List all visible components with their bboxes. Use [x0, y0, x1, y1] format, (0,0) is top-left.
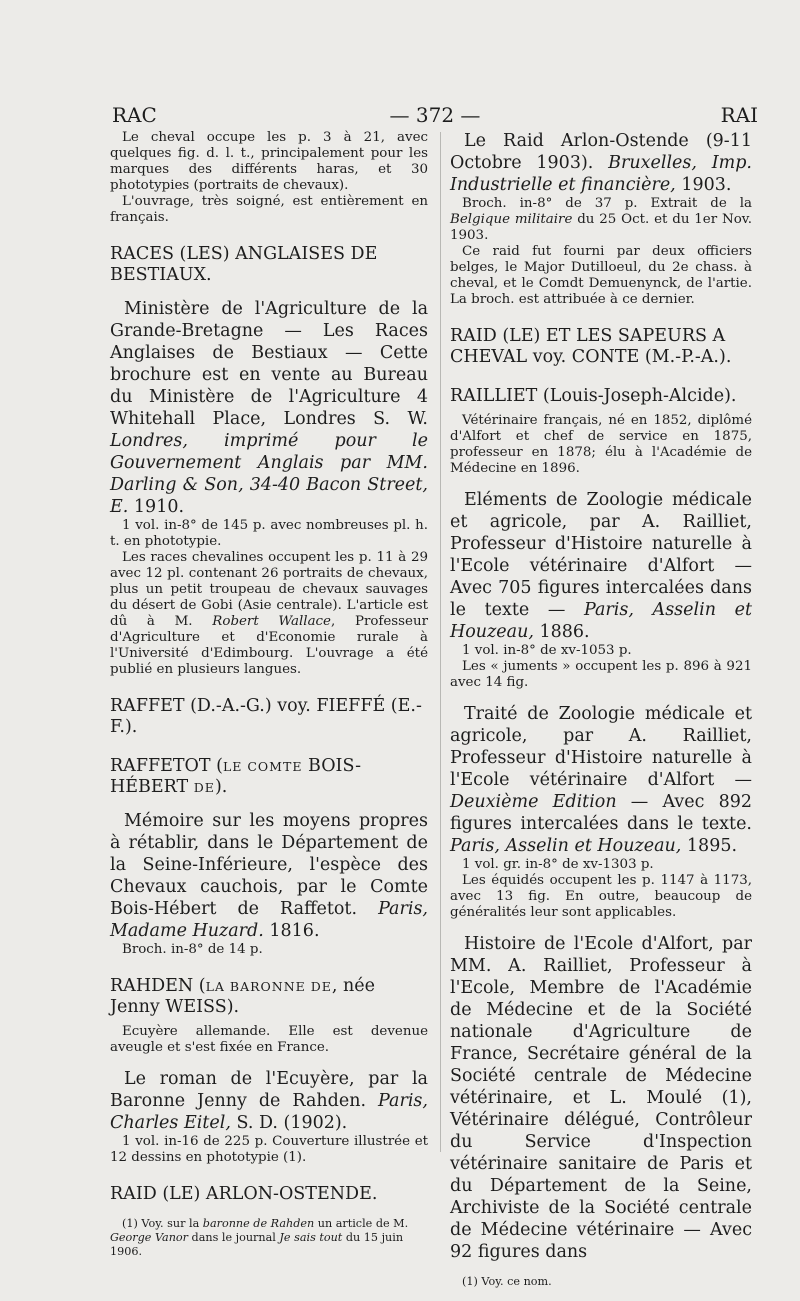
- entry-note: Ce raid fut fourni par deux officiers belges, le Major Dutilloeul, du 2e chass. à cheval, et le Comdt Demuenynck, de l'artie. La broch. est attribuée à ce dernier.: [450, 244, 752, 307]
- footnote: (1) Voy. sur la baronne de Rahden un article de M. George Vanor dans le journal Je sais tout du 15 juin 1906.: [110, 1217, 409, 1258]
- entry-note: Le cheval occupe les p. 3 à 21, avec quelques fig. d. l. t., principalement pour les marques des différents haras, et 30 phototypies (portraits de chevaux).: [110, 130, 428, 193]
- entry-note: 1 vol. gr. in-8° de xv-1303 p.: [462, 857, 654, 872]
- header-right: RAI: [720, 103, 758, 127]
- entry-note: 1 vol. in-8° de 145 p. avec nombreuses pl. h. t. en phototypie.: [110, 518, 428, 549]
- entry-heading-raffet: RAFFET (D.-A.-G.) voy. FIEFFÉ (E.-F.).: [110, 696, 422, 737]
- left-column: [110, 130, 428, 1259]
- header-left: RAC: [112, 103, 157, 127]
- entry-note: Les races chevalines occupent les p. 11 à 29 avec 12 pl. contenant 26 portraits de chevaux, plus un petit troupeau de chevaux sauvages du désert de Gobi (Asie centrale). L'article est dû à M. Robert Wallace, Professeur d'Agriculture et d'Economie rurale à l'Université d'Edimbourg. L'ouvrage a été publié en plusieurs langues.: [110, 550, 428, 677]
- entry-heading-raffetot: RAFFETOT (LE COMTE BOIS-HÉBERT DE).: [110, 756, 362, 797]
- entry-text-traite: Traité de Zoologie médicale et agricole, par A. Railliet, Professeur d'Histoire naturelle à l'Ecole vétérinaire d'Alfort — Deuxième Edition — Avec 892 figures intercalées dans le texte. Paris, Asselin et Houzeau, 1895.: [450, 704, 752, 856]
- entry-text-raffetot: Mémoire sur les moyens propres à rétablir, dans le Département de la Seine-Inférieure, l'espèce des Chevaux cauchois, par le Comte Bois-Hébert de Raffetot. Paris, Madame Huzard. 1816.: [110, 811, 428, 941]
- entry-heading-railliet: RAILLIET (Louis-Joseph-Alcide).: [450, 386, 737, 406]
- column-divider: [440, 132, 441, 1152]
- entry-text-histoire: Histoire de l'Ecole d'Alfort, par MM. A. Railliet, Professeur à l'Ecole, Membre de l'Académie de Médecine et de la Société nationale d'Agriculture de France, Secrétaire général de la Société centrale de Médecine vétérinaire, et L. Moulé (1), Vétérinaire délégué, Contrôleur du Service d'Inspection vétérinaire sanitaire de Paris et du Département de la Seine, Archiviste de la Société centrale de Médecine vétérinaire — Avec 92 figures dans: [450, 934, 752, 1262]
- entry-note: L'ouvrage, très soigné, est entièrement en français.: [110, 194, 428, 225]
- entry-note: 1 vol. in-16 de 225 p. Couverture illustrée et 12 dessins en phototypie (1).: [110, 1134, 428, 1165]
- entry-note: Les équidés occupent les p. 1147 à 1173, avec 13 fig. En outre, beaucoup de généralités leur sont applicables.: [450, 873, 752, 920]
- entry-text-roman: Le roman de l'Ecuyère, par la Baronne Jenny de Rahden. Paris, Charles Eitel, S. D. (1902).: [110, 1069, 428, 1133]
- entry-note: Broch. in-8° de 14 p.: [122, 942, 263, 957]
- entry-heading-sapeurs: RAID (LE) ET LES SAPEURS A CHEVAL voy. CONTE (M.-P.-A.).: [450, 326, 732, 367]
- entry-note: Les « juments » occupent les p. 896 à 921 avec 14 fig.: [450, 659, 752, 690]
- entry-heading-raid: RAID (LE) ARLON-OSTENDE.: [110, 1184, 378, 1204]
- entry-text-elements: Eléments de Zoologie médicale et agricole, par A. Railliet, Professeur d'Histoire naturelle à l'Ecole vétérinaire d'Alfort — Avec 705 figures intercalées dans le texte — Paris, Asselin et Houzeau, 1886.: [450, 490, 752, 642]
- entry-note: 1 vol. in-8° de xv-1053 p.: [462, 643, 632, 658]
- entry-note: Broch. in-8° de 37 p. Extrait de la Belgique militaire du 25 Oct. et du 1er Nov. 1903.: [450, 196, 752, 243]
- entry-heading-rahden: RAHDEN (LA BARONNE DE, née Jenny WEISS).: [110, 976, 375, 1017]
- footnote: (1) Voy. ce nom.: [462, 1275, 552, 1288]
- entry-note: Ecuyère allemande. Elle est devenue aveugle et s'est fixée en France.: [110, 1024, 428, 1055]
- entry-text-races: Ministère de l'Agriculture de la Grande-Bretagne — Les Races Anglaises de Bestiaux — Cette brochure est en vente au Bureau du Ministère de l'Agriculture 4 Whitehall Place, Londres S. W. Londres, imprimé pour le Gouvernement Anglais par MM. Darling & Son, 34-40 Bacon Street, E. 1910.: [110, 299, 428, 517]
- entry-heading-races: RACES (LES) ANGLAISES DE BESTIAUX.: [110, 244, 378, 285]
- entry-note: Vétérinaire français, né en 1852, diplômé d'Alfort et chef de service en 1875, professeur en 1878; élu à l'Académie de Médecine en 1896.: [450, 413, 752, 476]
- page-header: [112, 103, 758, 133]
- entry-text-raid: Le Raid Arlon-Ostende (9-11 Octobre 1903). Bruxelles, Imp. Industrielle et financière, 1903.: [450, 131, 752, 195]
- page-number: — 372 —: [389, 103, 481, 127]
- right-column: [450, 130, 752, 1289]
